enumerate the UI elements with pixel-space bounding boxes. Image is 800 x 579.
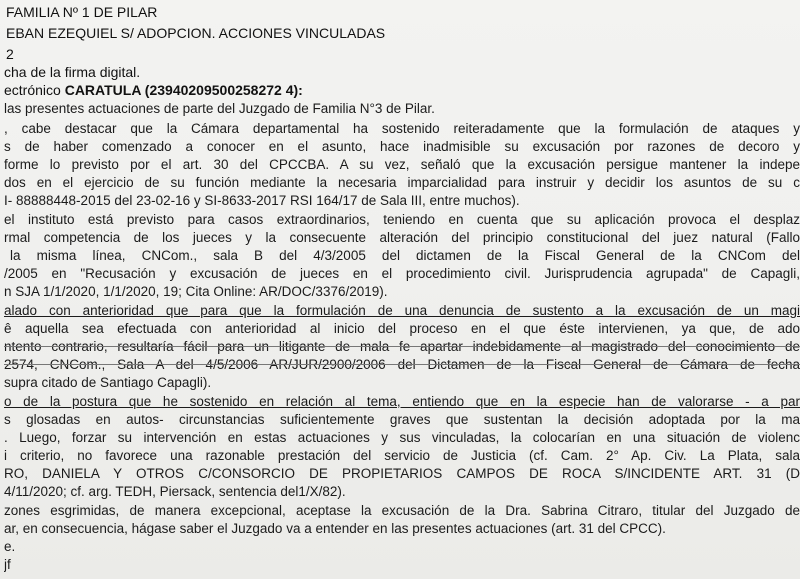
paragraph-line: s de haber comenzado a conocer en el asunto, hace inadmisible su excusación por razones de decoro y [4,139,800,154]
paragraph-line: las presentes actuaciones de parte del Juzgado de Familia N°3 de Pilar. [4,101,435,116]
case-title-line: EBAN EZEQUIEL S/ ADOPCION. ACCIONES VINCULADAS [6,25,386,41]
paragraph-line: 4/11/2020; cf. arg. TEDH, Piersack, sentencia del1/X/82). [4,484,346,499]
paragraph-line: n SJA 1/1/2020, 1/1/2020, 19; Cita Online: AR/DOC/3376/2019). [4,284,388,299]
signature-date-line: cha de la firma digital. [4,64,141,80]
court-name-line: FAMILIA Nº 1 DE PILAR [6,4,158,20]
paragraph-line: ê aquella sea efectuada con anterioridad al inicio del proceso en el que éste intervienen, ya que, de ado [4,321,800,336]
paragraph-line: jf [4,557,11,572]
paragraph-line: I- 88888448-2015 del 23-02-16 y SI-8633-2017 RSI 164/17 de Sala III, entre muchos). [4,193,520,208]
paragraph-line: s glosadas en autos- circunstancias suficientemente graves que sustentan la decisión adoptada por la ma [4,412,800,427]
paragraph-line: la misma línea, CNCom., sala B del 4/3/2005 del dictamen de la Fiscal General de la CNCom del [10,248,800,263]
paragraph-line: zones esgrimidas, de manera excepcional, aceptase la excusación de la Dra. Sabrina Citraro, titular del Juzgado de [4,503,800,518]
paragraph-line: forme lo previsto por el art. 30 del CPCCBA. A su vez, señaló que la excusación persigue mantener la indepe [4,157,800,172]
paragraph-line: supra citado de Santiago Capagli). [4,375,212,390]
paragraph-line: ar, en consecuencia, hágase saber el Juzgado va a entender en las presentes actuaciones (art. 31 del CPCC). [4,521,666,536]
caratula-number: CARATULA (23940209500258272 4): [64,82,303,98]
case-number-line: 2 [6,46,14,62]
paragraph-line: alado con anterioridad que para que la formulación de una denuncia de sustento a la excusación de un magi [4,303,800,318]
paragraph-line: e. [4,539,16,554]
paragraph-line: o de la postura que he sostenido en relación al tema, entiendo que en la especie han de valorarse - a par [4,394,800,409]
paragraph-line: . Luego, forzar su intervención en estas actuaciones y sus vinculadas, la colocarían en una situación de violenc [4,430,800,445]
paragraph-line: RO, DANIELA Y OTROS C/CONSORCIO DE PROPIETARIOS CAMPOS DE ROCA S/INCIDENTE ART. 31 (D [4,466,800,481]
paragraph-line: /2005 en "Recusación y excusación de jueces en el procedimiento civil. Jurisprudencia agrupada" de Capagli, [4,266,800,281]
paragraph-line: dos en el ejercicio de su función mediante la necesaria imparcialidad para instruir y decidir los asuntos de su c [4,175,800,190]
caratula-line: ectrónico CARATULA (23940209500258272 4): [4,82,303,98]
paragraph-line: ntento contrario, resultaría fácil para un litigante de mala fe apartar indebidamente al magistrado del conocimiento de [4,339,800,354]
paragraph-line: el instituto está previsto para casos extraordinarios, teniendo en cuenta que su aplicación provoca el desplaz [4,212,800,227]
paragraph-line: rmal competencia de los jueces y la consecuente alteración del principio constitucional del juez natural (Fallo [4,230,800,245]
paragraph-line: 2574, CNCom., Sala A del 4/5/2006 AR/JUR/2900/2006 del Dictamen de la Fiscal General de Cámara de fecha [4,357,800,372]
paragraph-line: i criterio, no favorece una razonable prestación del servicio de Justicia (cf. Cam. 2° Ap. Civ. La Plata, sala [4,448,800,463]
paragraph-line: , cabe destacar que la Cámara departamental ha sostenido reiteradamente que la formulación de ataques y [4,121,800,136]
